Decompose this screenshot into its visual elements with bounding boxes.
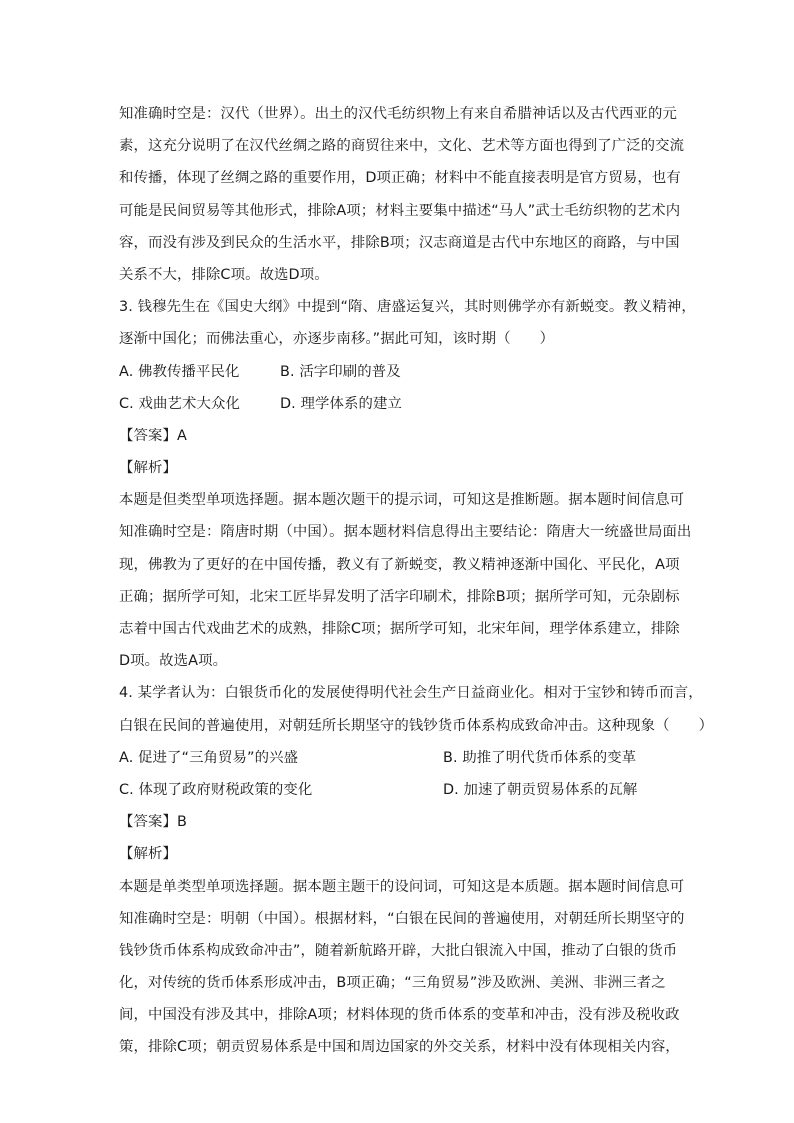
analysis-line: 策，排除C项；朝贡贸易体系是中国和周边国家的外交关系，材料中没有体现相关内容， xyxy=(119,1039,680,1056)
text-line: 素，这充分说明了在汉代丝绸之路的商贸往来中，文化、艺术等方面也得到了广泛的交流 xyxy=(119,138,685,155)
question-stem: 白银在民间的普遍使用，对朝廷所长期坚守的钱钞货币体系构成致命冲击。这种现象（ ） xyxy=(119,717,714,734)
options-row xyxy=(119,356,679,388)
answer-label: 【答案】B xyxy=(119,814,187,831)
analysis-line: 正确；据所学可知，北宋工匠毕昇发明了活字印刷术，排除B项；据所学可知，元杂剧标 xyxy=(119,588,680,605)
option-a: A. 佛教传播平民化 xyxy=(119,363,240,380)
analysis-line: 化，对传统的货币体系形成冲击，B项正确；“三角贸易”涉及欧洲、美洲、非洲三者之 xyxy=(119,975,666,992)
question-stem: 3. 钱穆先生在《国史大纲》中提到“隋、唐盛运复兴，其时则佛学亦有新蜕变。教义精神， xyxy=(119,299,696,316)
question-3 xyxy=(119,291,696,677)
options-row xyxy=(119,388,679,420)
analysis-label: 【解析】 xyxy=(119,460,177,477)
text-line: 容，而没有涉及到民众的生活水平，排除B项；汉志商道是古代中东地区的商路，与中国 xyxy=(119,234,680,251)
text-line: 关系不大，排除C项。故选D项。 xyxy=(119,266,329,283)
analysis-line: 知准确时空是：明朝（中国）。根据材料，“白银在民间的普遍使用，对朝廷所长期坚守的 xyxy=(119,910,685,927)
text-line: 和传播，体现了丝绸之路的重要作用，D项正确；材料中不能直接表明是官方贸易，也有 xyxy=(119,170,681,187)
analysis-line: 本题是但类型单项选择题。据本题次题干的提示词，可知这是推断题。据本题时间信息可 xyxy=(119,492,685,509)
option-c: C. 体现了政府财税政策的变化 xyxy=(119,781,313,798)
text-line: 知准确时空是：汉代（世界）。出土的汉代毛纺织物上有来自希腊神话以及古代西亚的元 xyxy=(119,106,677,122)
q2-analysis-continuation xyxy=(119,98,685,291)
document-page xyxy=(119,98,714,1064)
analysis-line: 间，中国没有涉及其中，排除A项；材料体现的货币体系的变革和冲击，没有涉及税收政 xyxy=(119,1007,680,1024)
analysis-line: 钱钞货币体系构成致命冲击”，随着新航路开辟，大批白银流入中国，推动了白银的货币 xyxy=(119,942,678,959)
answer-label: 【答案】A xyxy=(119,427,187,444)
options-row xyxy=(119,774,679,806)
analysis-label: 【解析】 xyxy=(119,846,177,863)
analysis-line: 现，佛教为了更好的在中国传播，教义有了新蜕变，教义精神逐渐中国化、平民化，A项 xyxy=(119,556,680,573)
option-a: A. 促进了“三角贸易”的兴盛 xyxy=(119,749,299,766)
question-4 xyxy=(119,677,714,1063)
option-b: B. 活字印刷的普及 xyxy=(280,363,401,380)
option-d: D. 加速了朝贡贸易体系的瓦解 xyxy=(443,781,638,798)
analysis-line: 志着中国古代戏曲艺术的成熟，排除C项；据所学可知，北宋年间，理学体系建立，排除 xyxy=(119,621,680,637)
option-b: B. 助推了明代货币体系的变革 xyxy=(443,749,637,766)
question-stem: 逐渐中国化；而佛法重心，亦逐步南移。”据此可知，该时期（ ） xyxy=(119,331,555,348)
analysis-line: 知准确时空是：隋唐时期（中国）。据本题材料信息得出主要结论：隋唐大一统盛世局面出 xyxy=(119,524,692,541)
analysis-line: 本题是单类型单项选择题。据本题主题干的设问词，可知这是本质题。据本题时间信息可 xyxy=(119,878,685,895)
analysis-line: D项。故选A项。 xyxy=(119,653,228,670)
question-stem: 4. 某学者认为：白银货币化的发展使得明代社会生产日益商业化。相对于宝钞和铸币而言， xyxy=(119,685,703,702)
option-d: D. 理学体系的建立 xyxy=(280,395,402,412)
option-c: C. 戏曲艺术大众化 xyxy=(119,395,240,412)
text-line: 可能是民间贸易等其他形式，排除A项；材料主要集中描述“马人”武士毛纺织物的艺术内 xyxy=(119,202,681,219)
options-row xyxy=(119,742,679,774)
